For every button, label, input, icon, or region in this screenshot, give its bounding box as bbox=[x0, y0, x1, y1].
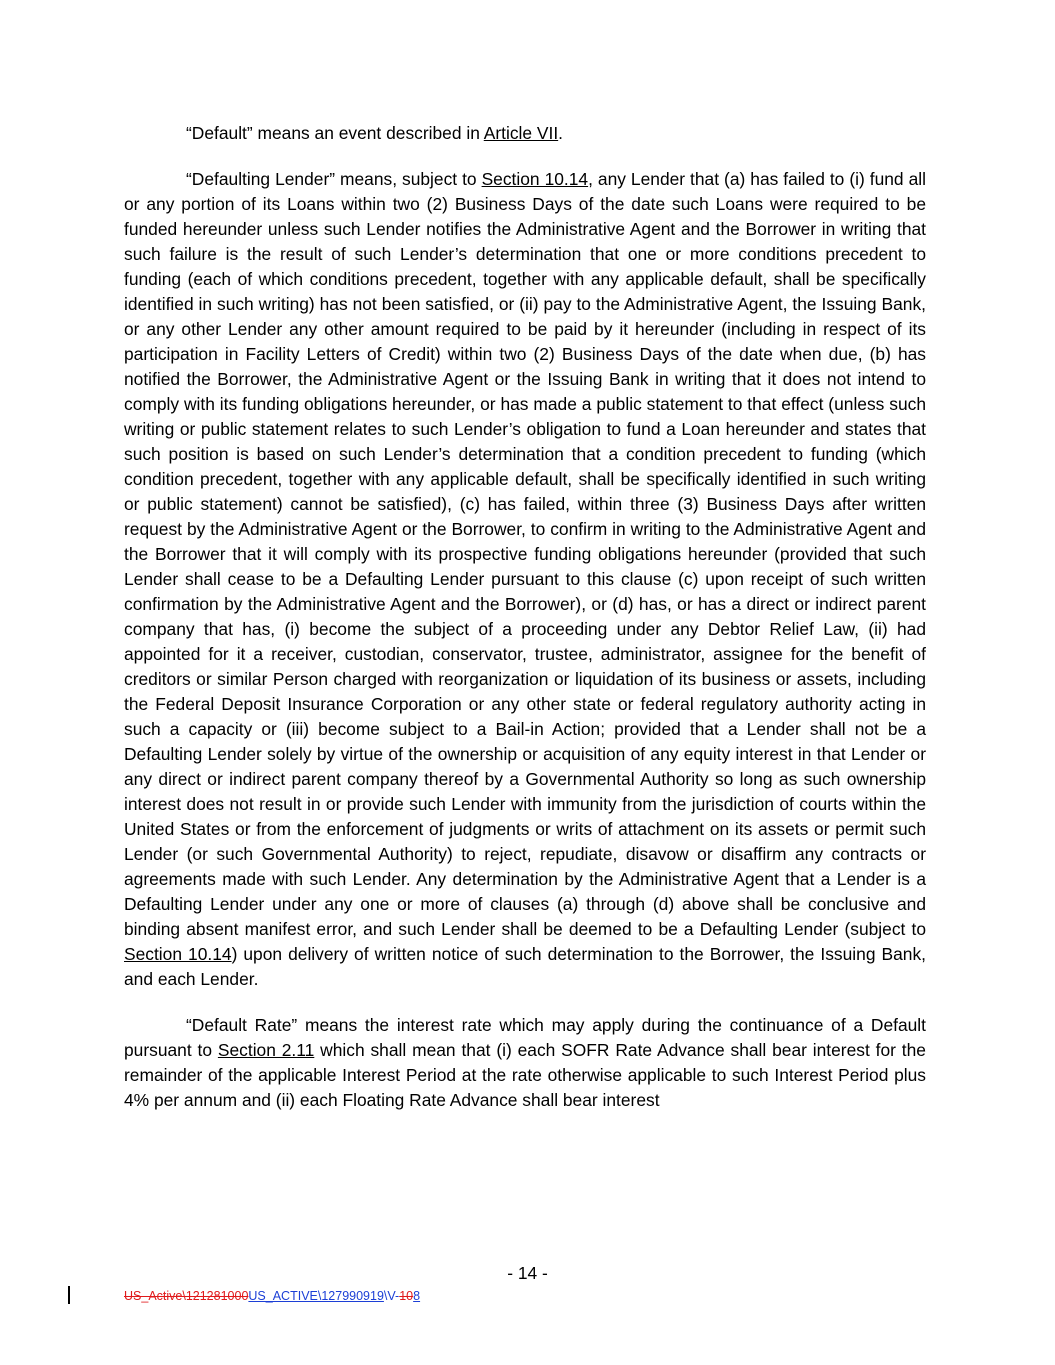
cross-reference-link: Section 10.14 bbox=[124, 944, 232, 964]
definition-default bbox=[124, 121, 926, 146]
inserted-doc-id: US_ACTIVE\127990919 bbox=[248, 1289, 384, 1303]
definition-text: ) upon delivery of written notice of such determination to the Borrower, the Issuing Bank, and each Lender. bbox=[124, 944, 926, 989]
definition-text: , any Lender that (a) has failed to (i) fund all or any portion of its Loans within two (2) Business Days of the date such Loans were required to be funded hereunder unless such Lender notifies the Administrative Agent and the Borrower in writing that such failure is the result of such Lender’s determination that one or more conditions precedent to funding (each of which conditions precedent, together with any applicable default, shall be specifically identified in such writing) has not been satisfied, or (ii) pay to the Administrative Agent, the Issuing Bank, or any other Lender any other amount required to be paid by it hereunder (including in respect of its participation in Facility Letters of Credit) within two (2) Business Days of the date when due, (b) has notified the Borrower, the Administrative Agent or the Issuing Bank in writing that it does not intend to comply with its funding obligations hereunder, or has made a public statement to that effect (unless such writing or public statement relates to such Lender’s obligation to fund a Loan hereunder and states that such position is based on such Lender’s determination that a condition precedent to funding (which condition precedent, together with any applicable default, shall be specifically identified in such writing or public statement) cannot be satisfied), (c) has failed, within three (3) Business Days after written request by the Administrative Agent or the Borrower, to confirm in writing to the Administrative Agent and the Borrower that it will comply with its prospective funding obligations hereunder (provided that such Lender shall cease to be a Defaulting Lender pursuant to this clause (c) upon receipt of such written confirmation by the Administrative Agent and the Borrower), or (d) has, or has a direct or indirect parent company that has, (i) become the subject of a proceeding under any Debtor Relief Law, (ii) had appointed for it a receiver, custodian, conservator, trustee, administrator, assignee for the benefit of creditors or similar Person charged with reorganization or liquidation of its business or assets, including the Federal Deposit Insurance Corporation or any other state or federal regulatory authority acting in such a capacity or (iii) become subject to a Bail-in Action; provided that a Lender shall not be a Defaulting Lender solely by virtue of the ownership or acquisition of any equity interest in that Lender or any direct or indirect parent company thereof by a Governmental Authority so long as such ownership interest does not result in or provide such Lender with immunity from the jurisdiction of courts within the United States or from the enforcement of judgments or writs of attachment on its assets or permit such Lender (or such Governmental Authority) to reject, repudiate, disavow or disaffirm any contracts or agreements made with such Lender. Any determination by the Administrative Agent that a Lender is a Defaulting Lender under any one or more of clauses (a) through (d) above shall be conclusive and binding absent manifest error, and such Lender shall be deemed to be a Defaulting Lender (subject to bbox=[124, 169, 926, 939]
cross-reference-link: Section 10.14 bbox=[481, 169, 589, 189]
definition-defaulting-lender bbox=[124, 167, 926, 992]
definition-text: “Default Rate” means the interest rate which may apply during the continuance of a Default pursuant to bbox=[124, 1015, 926, 1060]
document-id-footer bbox=[124, 1288, 420, 1304]
definition-default-rate bbox=[124, 1013, 926, 1113]
page-number: - 14 - bbox=[507, 1263, 548, 1283]
cross-reference-link: Section 2.11 bbox=[217, 1040, 315, 1060]
deleted-doc-id: US_Active\121281000 bbox=[124, 1289, 249, 1303]
change-bar bbox=[68, 1286, 70, 1304]
deleted-version: 10 bbox=[399, 1289, 414, 1303]
definition-text: “Default” means an event described in bbox=[186, 123, 484, 143]
definition-text: . bbox=[558, 123, 564, 143]
doc-id-middle: \V- bbox=[383, 1289, 400, 1303]
document-body bbox=[124, 121, 926, 1134]
definition-text: which shall mean that (i) each SOFR Rate Advance shall bear interest for the remainder of the applicable Interest Period at the rate otherwise applicable to such Interest Period plus 4% per annum and (ii) each Floating Rate Advance shall bear interest bbox=[124, 1040, 926, 1110]
inserted-version: 8 bbox=[413, 1289, 421, 1303]
definition-text: “Defaulting Lender” means, subject to bbox=[186, 169, 482, 189]
cross-reference-link: Article VII bbox=[483, 123, 559, 143]
